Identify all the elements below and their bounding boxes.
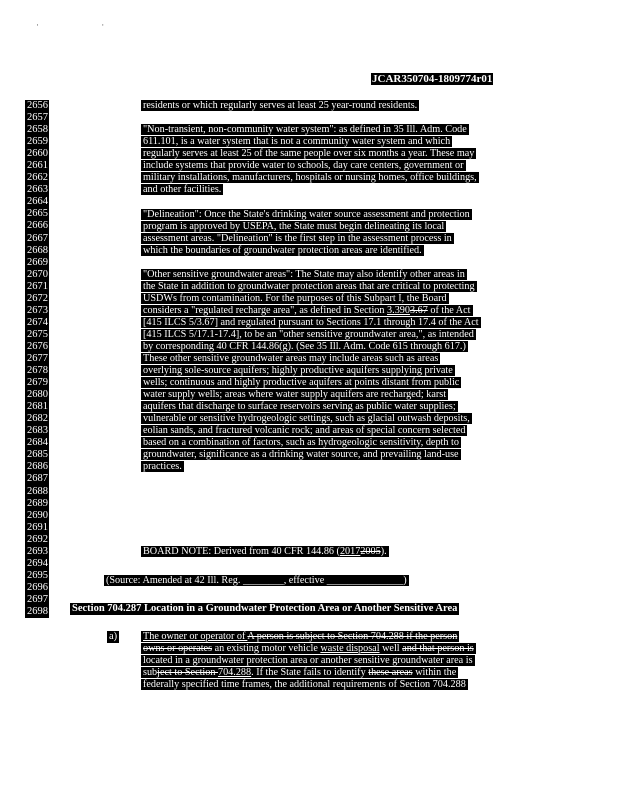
- line-number: 2662: [27, 172, 48, 184]
- source-note: (Source: Amended at 42 Ill. Reg. ________, effective _______________): [106, 575, 407, 586]
- line-number: 2660: [27, 148, 48, 160]
- line-number-column: [25, 100, 55, 618]
- line-number: 2686: [27, 461, 48, 473]
- text-line-2685: groundwater, significance as a drinking water source, and prevailing land-use: [143, 449, 459, 460]
- subsection-marker: a): [109, 631, 118, 642]
- text-line-2676: by corresponding 40 CFR 144.86(g). (See 35 Ill. Adm. Code 615 through 617.): [143, 341, 466, 352]
- line-number: 2678: [27, 365, 48, 377]
- line-number: 2697: [27, 593, 48, 605]
- line-number: 2698: [27, 605, 48, 617]
- line-number: 2677: [27, 352, 48, 364]
- line-number: 2684: [27, 437, 48, 449]
- line-number: 2695: [27, 569, 48, 581]
- line-number: 2679: [27, 377, 48, 389]
- text-line-2682: vulnerable or sensitive hydrogeologic settings, such as glacial outwash deposits,: [143, 413, 470, 424]
- line-number: 2666: [27, 220, 48, 232]
- line-number: 2685: [27, 449, 48, 461]
- text-line-2671: the State in addition to groundwater protection areas that are critical to protecting: [143, 281, 475, 292]
- text-line-2673: considers a "regulated recharge area", as defined in Section 3.3903.67 of the Act: [143, 305, 471, 316]
- line-number: 2671: [27, 280, 48, 292]
- line-number: 2675: [27, 328, 48, 340]
- text-line-2658: "Non-transient, non-community water system": as defined in 35 Ill. Adm. Code: [143, 124, 467, 135]
- line-number: 2681: [27, 401, 48, 413]
- line-number: 2676: [27, 340, 48, 352]
- text-line-2659: 611.101, is a water system that is not a community water system and which: [143, 136, 451, 147]
- line-number: 2673: [27, 304, 48, 316]
- line-number: 2656: [27, 100, 48, 111]
- text-line-2663: and other facilities.: [143, 184, 222, 195]
- text-line-2674: [415 ILCS 5/3.67] and regulated pursuant to Sections 17.1 through 17.4 of the Act: [143, 317, 479, 328]
- text-line-2672: USDWs from contamination. For the purposes of this Subpart I, the Board: [143, 293, 447, 304]
- text-line-2681: aquifers that discharge to surface reservoirs serving as public water supplies;: [143, 401, 456, 412]
- text-line-2695: owns or operates an existing motor vehicle waste disposal well and that person is: [143, 643, 474, 654]
- text-line-2662: military installations, manufacturers, hospitals or nursing homes, office buildings,: [143, 172, 477, 183]
- text-line-2677: These other sensitive groundwater areas may include areas such as areas: [143, 353, 439, 364]
- line-number: 2659: [27, 136, 48, 148]
- line-number: 2657: [27, 112, 48, 124]
- document-id: JCAR350704-1809774r01: [372, 73, 493, 85]
- line-number: 2665: [27, 208, 48, 220]
- text-line-2680: water supply wells; areas where water supply aquifers are recharged; karst: [143, 389, 447, 400]
- line-number: 2683: [27, 425, 48, 437]
- line-number: 2668: [27, 244, 48, 256]
- scan-dots: · ·: [36, 20, 135, 30]
- line-number: 2688: [27, 485, 48, 497]
- line-number: 2690: [27, 509, 48, 521]
- text-line-2684: based on a combination of factors, such as hydrogeologic sensitivity, depth to: [143, 437, 459, 448]
- text-line-2667: assessment areas. "Delineation" is the first step in the assessment process in: [143, 233, 452, 244]
- text-line-2678: overlying sole-source aquifers; highly productive aquifers supplying private: [143, 365, 453, 376]
- line-number: 2670: [27, 268, 48, 280]
- line-number: 2667: [27, 232, 48, 244]
- text-line-2694: The owner or operator of A person is subject to Section 704.288 if the person: [143, 631, 458, 642]
- line-number: 2692: [27, 533, 48, 545]
- text-line-2679: wells; continuous and highly productive aquifers at points distant from public: [143, 377, 460, 388]
- line-number: 2694: [27, 557, 48, 569]
- line-number: 2687: [27, 473, 48, 485]
- line-number: 2682: [27, 413, 48, 425]
- text-line-2666: program is approved by USEPA, the State must begin delineating its local: [143, 221, 445, 232]
- line-number: 2669: [27, 256, 48, 268]
- text-line-2656: residents or which regularly serves at least 25 year-round residents.: [143, 100, 418, 111]
- line-number: 2664: [27, 196, 48, 208]
- line-number: 2691: [27, 521, 48, 533]
- line-number: 2689: [27, 497, 48, 509]
- line-number: 2658: [27, 124, 48, 136]
- text-line-2668: which the boundaries of groundwater protection areas are identified.: [143, 245, 422, 256]
- text-line-2698: federally specified time frames, the additional requirements of Section 704.288: [143, 679, 466, 690]
- line-number: 2661: [27, 160, 48, 172]
- text-line-2675: [415 ILCS 5/17.1-17.4], to be an "other sensitive groundwater area,", as intended: [143, 329, 474, 340]
- text-line-2660: regularly serves at least 25 of the same people over six months a year. These may: [143, 148, 475, 159]
- line-number: 2680: [27, 389, 48, 401]
- line-number: 2693: [27, 545, 48, 557]
- line-number: 2696: [27, 581, 48, 593]
- text-line-2686: practices.: [143, 461, 182, 472]
- text-line-2697: subject to Section 704.288. If the State fails to identify these areas within the: [143, 667, 457, 678]
- text-line-2661: include systems that provide water to schools, day care centers, government or: [143, 160, 464, 171]
- text-line-2688: BOARD NOTE: Derived from 40 CFR 144.86 (20172005).: [143, 546, 387, 557]
- section-heading: Section 704.287 Location in a Groundwater Protection Area or Another Sensitive Area: [72, 603, 458, 614]
- text-line-2670: "Other sensitive groundwater areas": The State may also identify other areas in: [143, 269, 465, 280]
- line-number: 2674: [27, 316, 48, 328]
- line-number: 2672: [27, 292, 48, 304]
- text-line-2696: located in a groundwater protection area or another sensitive groundwater area is: [143, 655, 473, 666]
- text-line-2683: eolian sands, and fractured volcanic rock; and areas of special concern selected: [143, 425, 466, 436]
- line-number: 2663: [27, 184, 48, 196]
- text-line-2665: "Delineation": Once the State's drinking water source assessment and protection: [143, 209, 470, 220]
